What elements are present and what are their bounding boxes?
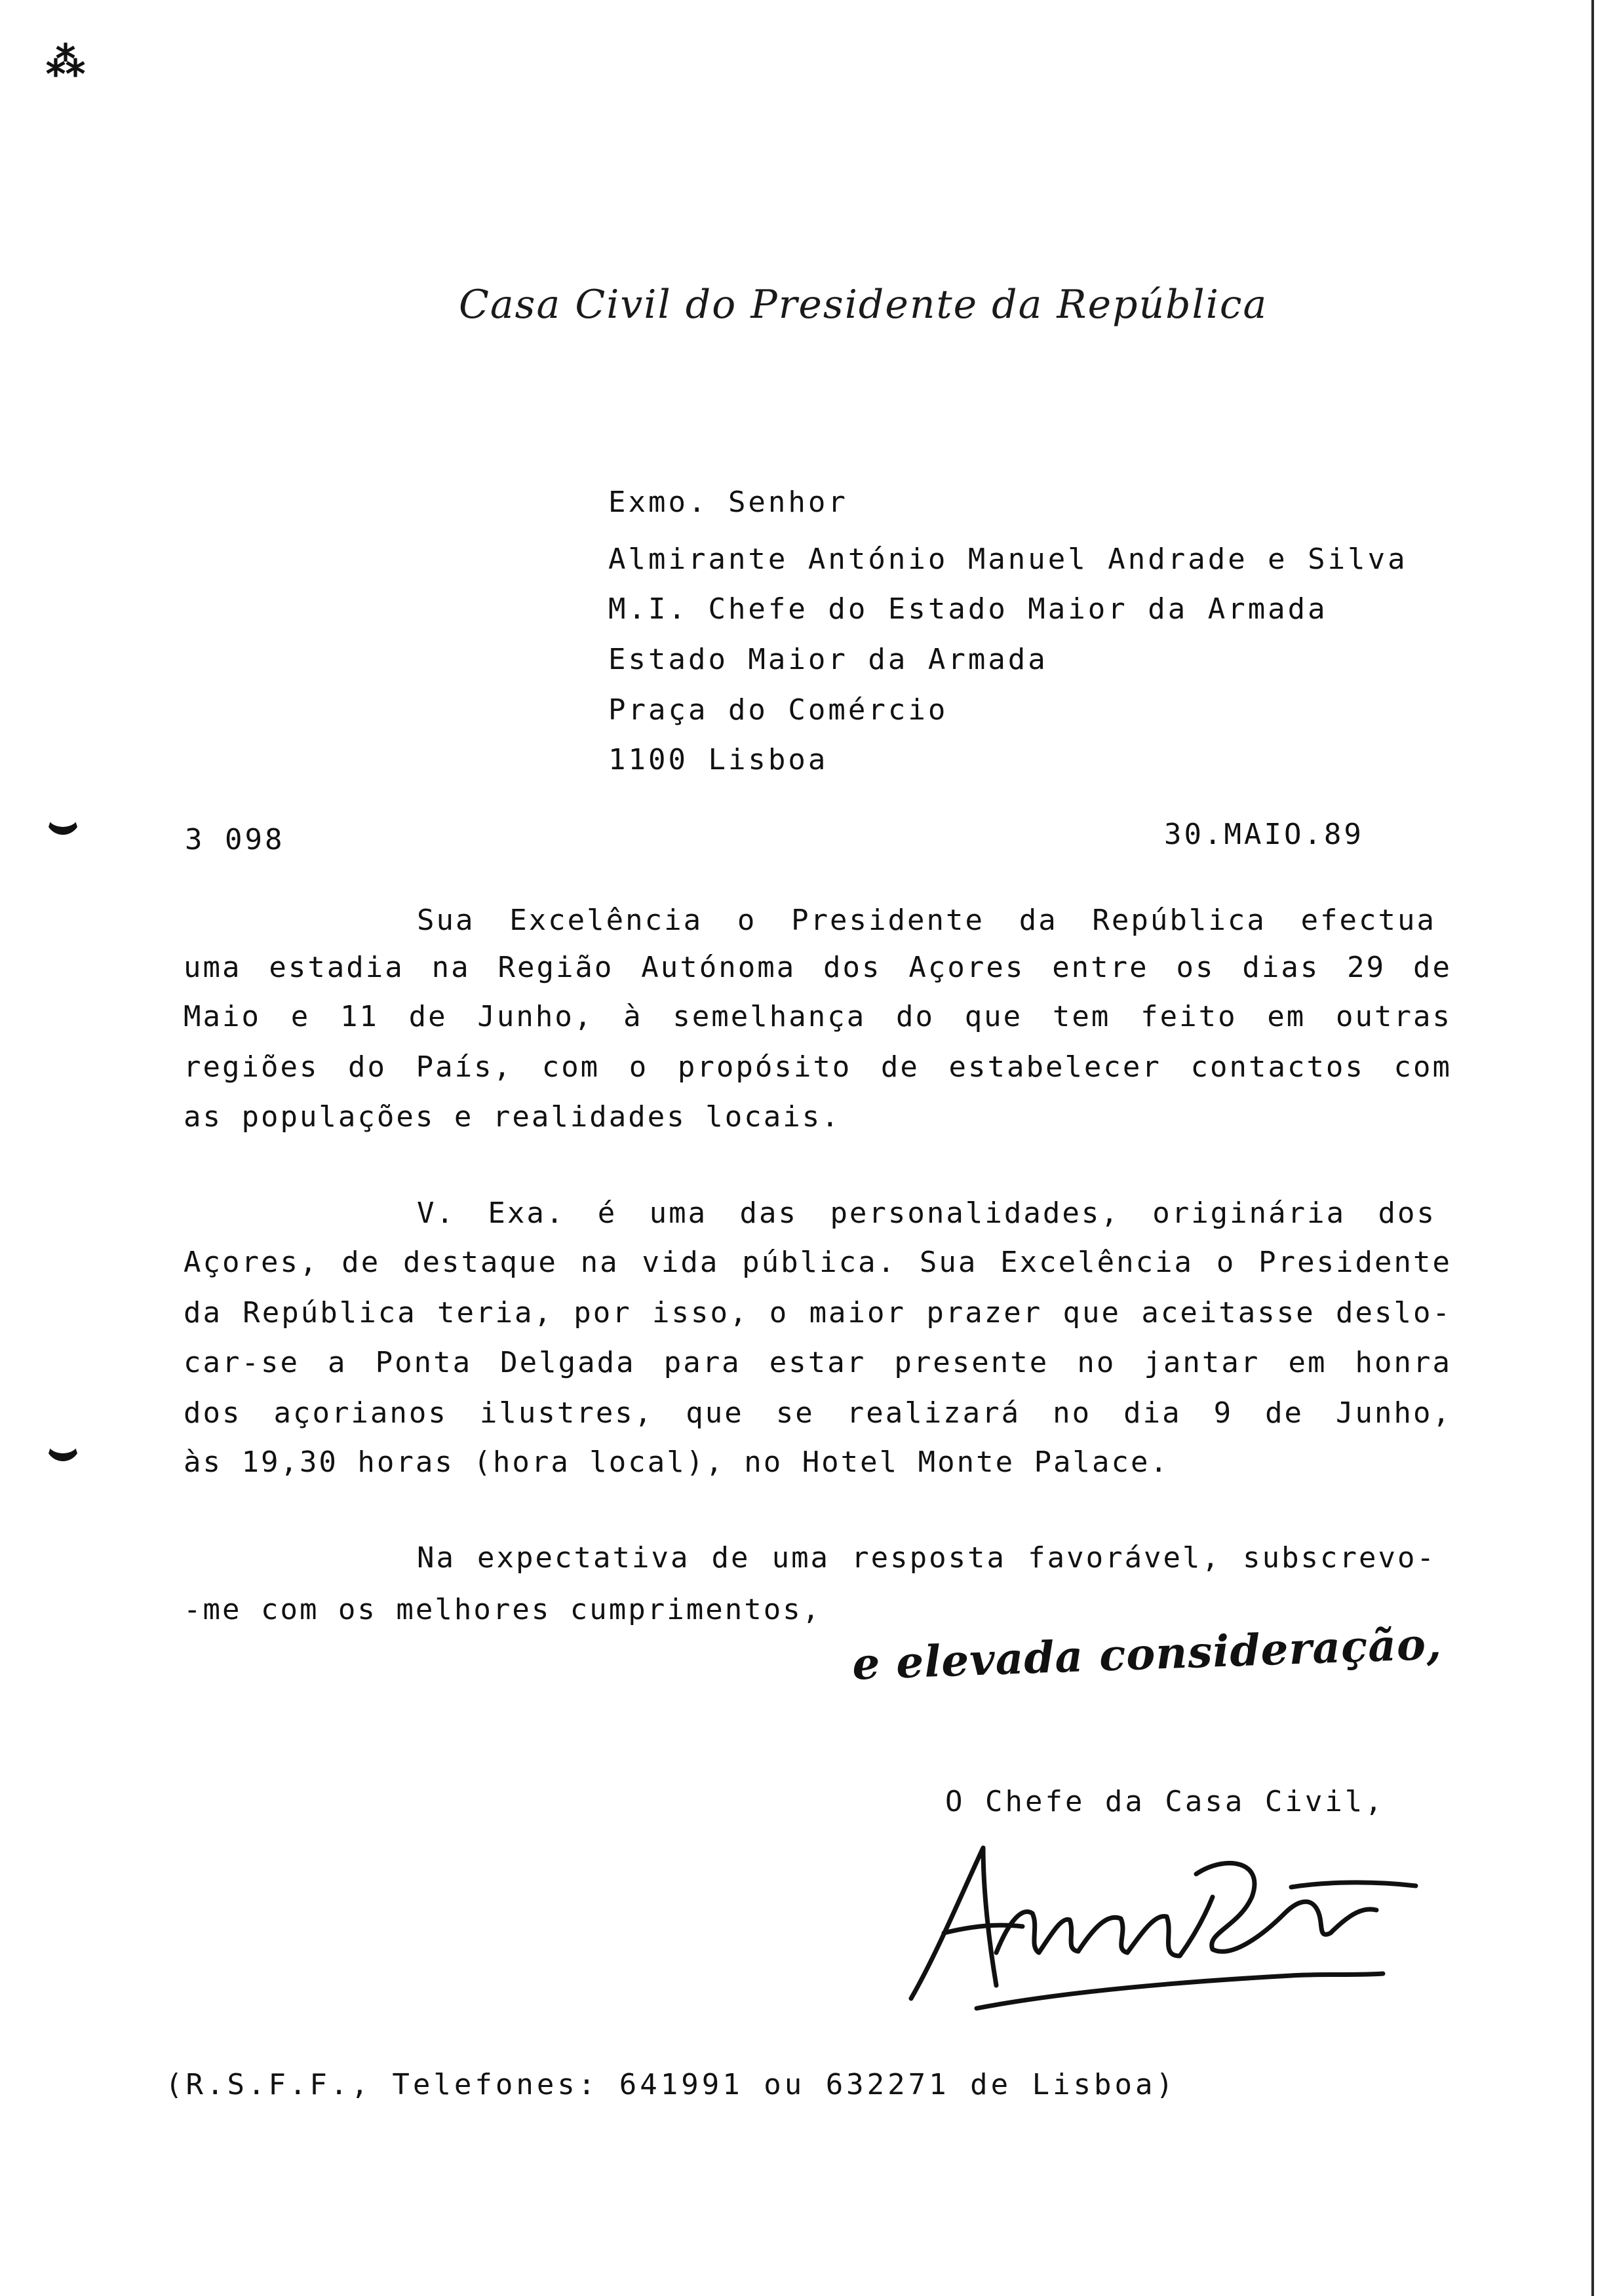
paragraph-line: às 19,30 horas (hora local), no Hotel Monte Palace.: [184, 1445, 1170, 1479]
handwritten-closing: e elevada consideração,: [851, 1618, 1443, 1690]
paragraph-line: da República teria, por isso, o maior prazer que aceitasse deslo-: [184, 1296, 1452, 1330]
recipient-line: Almirante António Manuel Andrade e Silva: [608, 543, 1408, 576]
paragraph-line: dos açorianos ilustres, que se realizará no dia 9 de Junho,: [184, 1396, 1452, 1430]
paragraph-line: -me com os melhores cumprimentos,: [184, 1593, 822, 1626]
letter-date: 30.MAIO.89: [1164, 818, 1364, 851]
paragraph-line: uma estadia na Região Autónoma dos Açores entre os dias 29 de: [184, 951, 1452, 984]
paragraph-line: regiões do País, com o propósito de estabelecer contactos com: [184, 1050, 1452, 1084]
paragraph-line: Açores, de destaque na vida pública. Sua Excelência o Presidente: [184, 1246, 1452, 1279]
recipient-line: Praça do Comércio: [608, 693, 948, 727]
footer-note: (R.S.F.F., Telefones: 641991 ou 632271 de Lisboa): [165, 2068, 1177, 2101]
paragraph-line: Na expectativa de uma resposta favorável, subscrevo-: [417, 1541, 1436, 1575]
letterhead: Casa Civil do Presidente da República: [459, 282, 1268, 328]
recipient-line: 1100 Lisboa: [608, 743, 828, 776]
signatory-title: O Chefe da Casa Civil,: [945, 1785, 1385, 1818]
paragraph-line: V. Exa. é uma das personalidades, originária dos: [417, 1196, 1436, 1230]
paragraph-line: car-se a Ponta Delgada para estar presente no jantar em honra: [184, 1346, 1452, 1379]
recipient-salutation: Exmo. Senhor: [608, 486, 848, 519]
corner-mark: ⁂: [46, 39, 85, 85]
punch-hole-mark: [46, 1427, 80, 1461]
recipient-line: M.I. Chefe do Estado Maior da Armada: [608, 592, 1328, 626]
reference-number: 3 098: [185, 823, 285, 856]
signature-drawing: [898, 1835, 1435, 2031]
paragraph-line: Maio e 11 de Junho, à semelhança do que tem feito em outras: [184, 1000, 1452, 1033]
paragraph-line: Sua Excelência o Presidente da República efectua: [417, 904, 1436, 937]
punch-hole-mark: [46, 801, 80, 835]
paragraph-line: as populações e realidades locais.: [184, 1100, 841, 1134]
recipient-line: Estado Maior da Armada: [608, 643, 1048, 676]
signature: [898, 1835, 1435, 2031]
page-edge-line: [1591, 0, 1594, 2296]
